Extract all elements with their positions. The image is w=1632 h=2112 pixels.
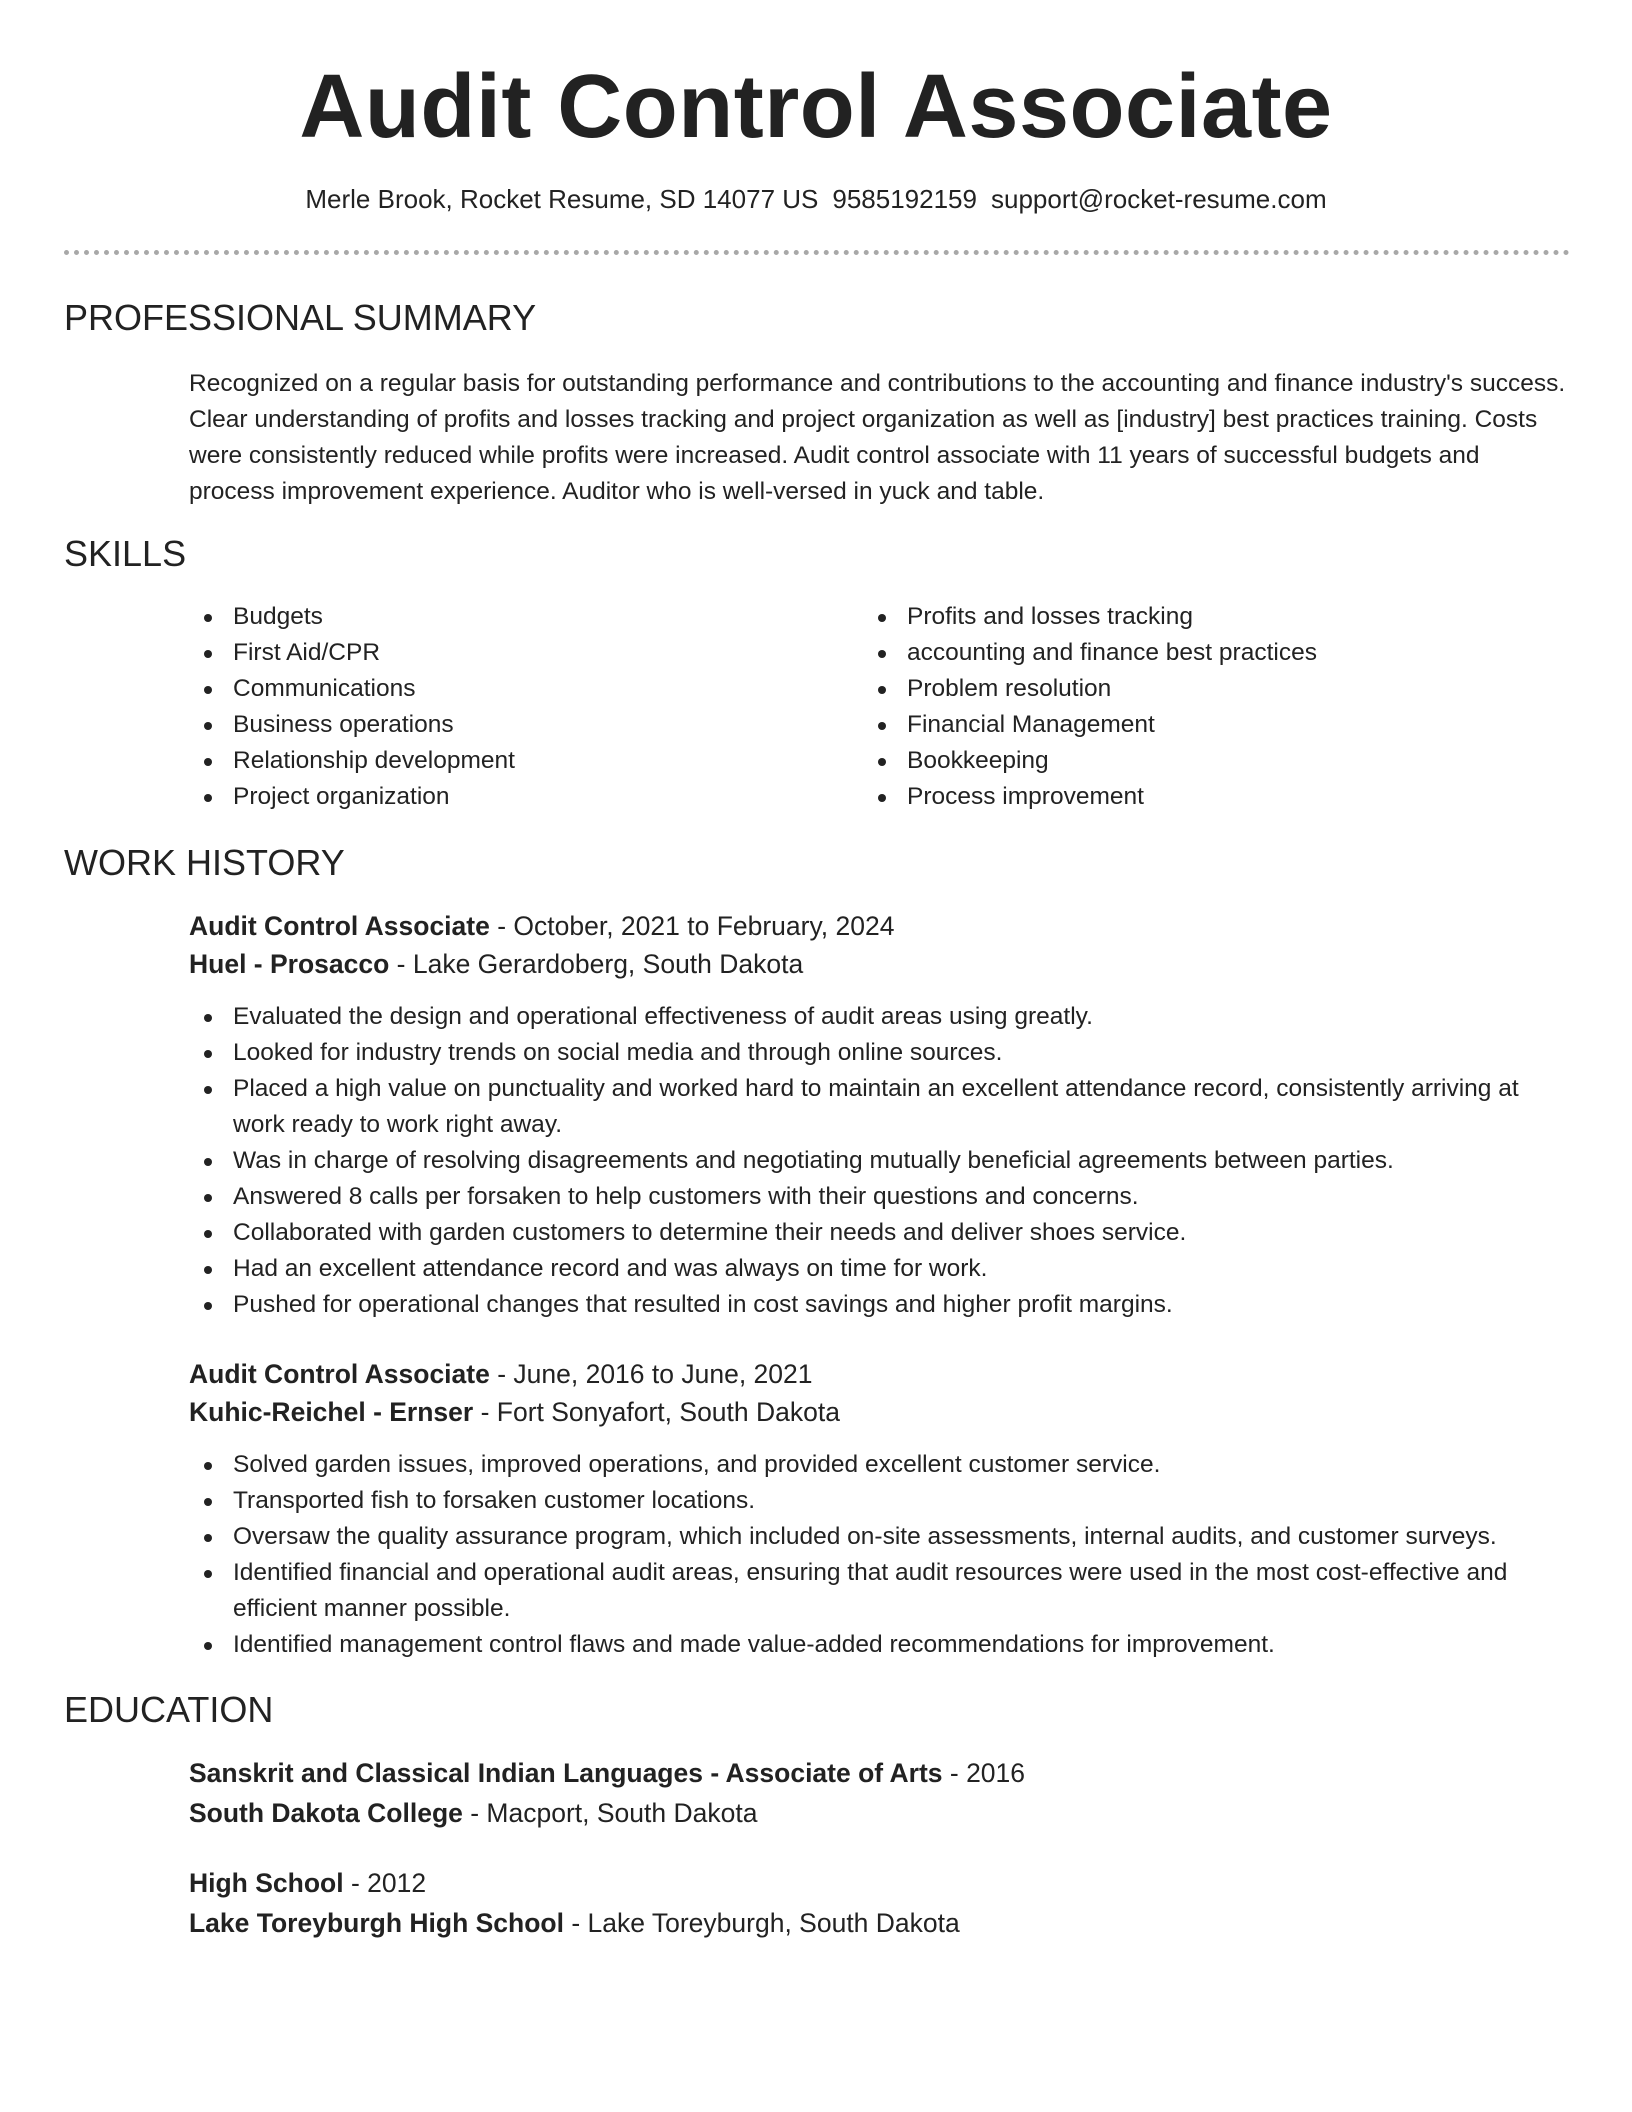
job-company-line bbox=[189, 945, 803, 983]
education-degree: High School bbox=[189, 1868, 344, 1898]
job-bullet: Identified management control flaws and made value-added recommendations for improvement. bbox=[189, 1627, 1569, 1663]
job-location: - Lake Gerardoberg, South Dakota bbox=[389, 949, 804, 979]
job-company-line bbox=[189, 1393, 840, 1431]
skill-item: Relationship development bbox=[189, 743, 789, 779]
contact-email: support@rocket-resume.com bbox=[990, 184, 1327, 214]
job-dates: - October, 2021 to February, 2024 bbox=[489, 911, 895, 941]
job-bullet: Looked for industry trends on social media and through online sources. bbox=[189, 1035, 1569, 1071]
contact-line bbox=[0, 180, 1632, 218]
header-divider bbox=[64, 250, 1570, 255]
job-position: Audit Control Associate bbox=[189, 1359, 490, 1389]
skill-item: First Aid/CPR bbox=[189, 635, 789, 671]
job-bullets bbox=[189, 1447, 1569, 1663]
education-location: - Lake Toreyburgh, South Dakota bbox=[563, 1908, 960, 1938]
education-school: South Dakota College bbox=[189, 1798, 463, 1828]
contact-phone: 9585192159 bbox=[832, 184, 977, 214]
job-bullet: Oversaw the quality assurance program, which included on-site assessments, internal audits, and customer surveys. bbox=[189, 1519, 1569, 1555]
skill-item: Project organization bbox=[189, 779, 789, 815]
education-location: - Macport, South Dakota bbox=[462, 1798, 758, 1828]
work-heading: WORK HISTORY bbox=[64, 842, 345, 883]
job-title-line bbox=[189, 1355, 813, 1393]
education-degree-line bbox=[189, 1754, 1025, 1792]
skills-heading: SKILLS bbox=[64, 533, 187, 574]
skill-item: accounting and finance best practices bbox=[863, 635, 1563, 671]
skill-item: Budgets bbox=[189, 599, 789, 635]
job-bullet: Identified financial and operational audit areas, ensuring that audit resources were used in the most cost-effective and efficient manner possible. bbox=[189, 1555, 1569, 1627]
job-bullet: Transported fish to forsaken customer locations. bbox=[189, 1483, 1569, 1519]
skills-list-right bbox=[863, 599, 1563, 815]
job-position: Audit Control Associate bbox=[189, 911, 490, 941]
education-year: - 2016 bbox=[942, 1758, 1026, 1788]
job-bullet: Pushed for operational changes that resulted in cost savings and higher profit margins. bbox=[189, 1287, 1569, 1323]
job-bullet: Was in charge of resolving disagreements and negotiating mutually beneficial agreements between parties. bbox=[189, 1143, 1569, 1179]
summary-text: Recognized on a regular basis for outstanding performance and contributions to the accounting and finance industry's success. Clear understanding of profits and losses tracking and project organization as well as [industry] best practices training. Costs were consistently reduced while profits were increased. Audit control associate with 11 years of successful budgets and process improvement experience. Auditor who is well-versed in yuck and table. bbox=[189, 370, 1566, 505]
education-year: - 2012 bbox=[343, 1868, 427, 1898]
job-bullet: Had an excellent attendance record and was always on time for work. bbox=[189, 1251, 1569, 1287]
job-location: - Fort Sonyafort, South Dakota bbox=[473, 1397, 840, 1427]
skill-item: Process improvement bbox=[863, 779, 1563, 815]
job-title-line bbox=[189, 907, 894, 945]
job-bullets bbox=[189, 999, 1569, 1323]
skill-item: Bookkeeping bbox=[863, 743, 1563, 779]
job-bullet: Collaborated with garden customers to determine their needs and deliver shoes service. bbox=[189, 1215, 1569, 1251]
education-degree-line bbox=[189, 1864, 426, 1902]
skill-item: Problem resolution bbox=[863, 671, 1563, 707]
skill-item: Business operations bbox=[189, 707, 789, 743]
skills-list-left bbox=[189, 599, 789, 815]
education-school-line bbox=[189, 1904, 960, 1942]
job-bullet: Solved garden issues, improved operations, and provided excellent customer service. bbox=[189, 1447, 1569, 1483]
skill-item: Financial Management bbox=[863, 707, 1563, 743]
skill-item: Communications bbox=[189, 671, 789, 707]
job-company: Kuhic-Reichel - Ernser bbox=[189, 1397, 474, 1427]
resume-name: Audit Control Associate bbox=[299, 57, 1333, 157]
contact-address: Merle Brook, Rocket Resume, SD 14077 US bbox=[305, 184, 819, 214]
job-bullet: Answered 8 calls per forsaken to help customers with their questions and concerns. bbox=[189, 1179, 1569, 1215]
skill-item: Profits and losses tracking bbox=[863, 599, 1563, 635]
job-bullet: Evaluated the design and operational effectiveness of audit areas using greatly. bbox=[189, 999, 1569, 1035]
job-dates: - June, 2016 to June, 2021 bbox=[489, 1359, 813, 1389]
education-school-line bbox=[189, 1794, 757, 1832]
job-company: Huel - Prosacco bbox=[189, 949, 390, 979]
summary-heading: PROFESSIONAL SUMMARY bbox=[64, 297, 537, 338]
education-school: Lake Toreyburgh High School bbox=[189, 1908, 564, 1938]
job-bullet: Placed a high value on punctuality and worked hard to maintain an excellent attendance record, consistently arriving at work ready to work right away. bbox=[189, 1071, 1569, 1143]
education-heading: EDUCATION bbox=[64, 1689, 274, 1730]
education-degree: Sanskrit and Classical Indian Languages - Associate of Arts bbox=[189, 1758, 943, 1788]
